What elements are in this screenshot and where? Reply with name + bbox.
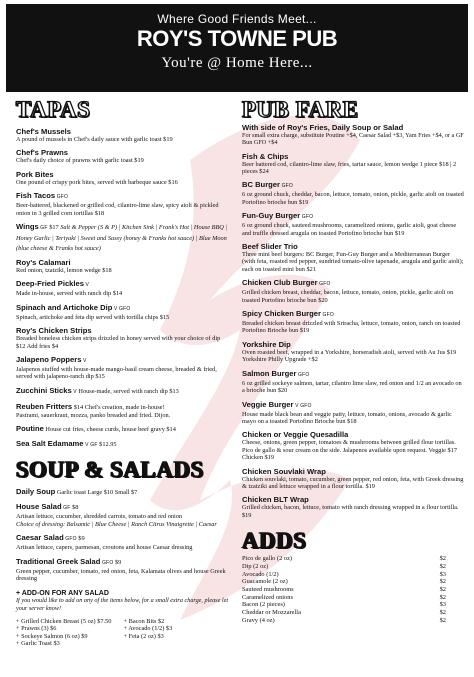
- menu-item: [242, 180, 464, 206]
- item-choice: Choice of dressing: Balsamic | Blue Cheese | Ranch Citrus Vinaigrette | Caesar: [16, 520, 217, 528]
- pub-fare-subhead: With side of Roy's Fries, Daily Soup or Salad: [242, 123, 404, 132]
- item-name-text: Traditional Greek Salad: [16, 556, 101, 566]
- item-name: [16, 402, 231, 412]
- adds-name: Dip (2 oz): [242, 562, 269, 570]
- addon-item: + Feta (2 oz) $3: [123, 632, 164, 640]
- item-desc: Chicken souvlaki, tomato, cucumber, green pepper, red onion, feta, with Greek dressing & tzatziki and lettuce wrapped in a flour tortilla. $19: [242, 475, 464, 490]
- item-desc: Artisan lettuce, cucumber, shredded carrots, tomato and red onion: [16, 513, 183, 521]
- addon-item: + Avocado (1/2) $3: [123, 625, 173, 633]
- diet-tag: GFO: [279, 183, 294, 190]
- adds-name: Avocado (1/2): [242, 570, 279, 578]
- pub-fare-note: For small extra charge, substitute Poutine +$4, Caesar Salad +$3, Yam Fries +$4, or a GF Bun GFO +$4: [242, 132, 464, 147]
- item-name: [242, 495, 464, 504]
- adds-price: $2: [439, 578, 446, 586]
- item-name: [16, 326, 231, 335]
- adds-price: $3: [439, 601, 446, 609]
- item-name: [16, 222, 231, 253]
- item-name: [242, 340, 464, 349]
- item-inline-desc: $8: [70, 504, 79, 512]
- item-name-text: Roy's Chicken Strips: [16, 326, 92, 336]
- item-desc: Grilled chicken breast, cheddar, bacon, lettuce, tomato, onion, pickle, garlic aioli on toasted Portofino brioche bun $20: [242, 289, 454, 304]
- item-inline-desc: Garlic toast Large $10 Small $7: [55, 489, 138, 497]
- adds-row: [242, 563, 464, 571]
- diet-tag: GFO: [317, 281, 331, 288]
- item-name-text: Yorkshire Dip: [242, 339, 291, 349]
- item-desc: 6 oz grilled sockeye salmon, tartar, cilantro lime slaw, red onion and 1/2 an avocado on a brioche bun $20: [242, 379, 462, 395]
- item-name: [16, 533, 231, 544]
- adds-title: ADDS: [242, 528, 307, 554]
- diet-tag: GFO: [320, 312, 334, 319]
- item-name-text: Sea Salt Edamame: [16, 439, 84, 449]
- menu-item: [242, 467, 464, 491]
- addons-right: [124, 618, 232, 648]
- item-name: [16, 258, 231, 267]
- adds-name: Caramelized onions: [242, 593, 293, 601]
- adds-name: Sauteed mushrooms: [242, 585, 294, 593]
- item-name-text: BC Burger: [242, 180, 280, 190]
- menu-item: [16, 148, 231, 164]
- item-name-text: Spinach and Artichoke Dip: [16, 302, 113, 312]
- menu-item: [242, 340, 464, 364]
- diet-tag: GFO: [296, 371, 310, 378]
- menu-item: [16, 127, 231, 143]
- menu-item: [16, 424, 231, 434]
- item-inline-desc: $12.95: [97, 441, 117, 449]
- menu-item: [16, 170, 231, 186]
- addon-item: + Grilled Chicken Breast (5 oz) $7.50: [16, 617, 112, 625]
- item-name-text: Chicken Club Burger: [242, 278, 318, 288]
- item-name-text: Chef's Prawns: [16, 148, 69, 158]
- item-name: [16, 355, 231, 366]
- adds-name: Pico de gallo (2 oz): [242, 555, 293, 563]
- item-desc: Spinach, artichoke and feta dip served with tortilla chips $15: [16, 313, 170, 321]
- diet-tag: V GF: [83, 442, 98, 449]
- addon-item: + Sockeye Salmon (6 oz) $9: [16, 632, 88, 640]
- menu-item: [242, 430, 464, 461]
- adds-row: [242, 571, 464, 579]
- diet-tag: V GFO: [112, 305, 131, 312]
- item-desc: Cheese, onions, green pepper, tomatoes & mushrooms between grilled flour tortillas. Pico de gallo & sour cream on the side. Jalapenos available upon request. Veggie $17 Chicken $19: [242, 439, 457, 462]
- menu-item: [16, 386, 231, 397]
- menu-item: [16, 191, 231, 217]
- item-desc: Three mini beef burgers: BC Burger, Fun-Guy Burger and a Mediterranean Burger (with feta, roasted red pepper, sundried tomato-olive tapenade, arugula and garlic aioli); each on toasted mini bun $21: [242, 251, 464, 273]
- item-desc: Breaded chicken breast drizzled with Sriracha, lettuce, tomato, onion, ranch on toasted Portofino Brioche bun $19: [242, 320, 461, 335]
- item-desc: 6 oz ground chuck, sauteed mushrooms, caramelized onions, garlic aioli, goat cheese and truffle dressed arugula on toasted Portofino brioche bun $19: [242, 222, 457, 237]
- menu-item: [16, 326, 231, 350]
- menu-item: [16, 502, 231, 528]
- diet-tag: V: [83, 282, 90, 289]
- adds-price: $2: [439, 562, 446, 570]
- item-name-text: Veggie Burger: [242, 399, 294, 409]
- item-inline-desc: $14 Chef's creation, made in-house!: [72, 403, 165, 411]
- item-desc: Beer-battered, blackened or grilled cod, cilantro-lime slaw, spicy aioli & pickled onion in 3 grilled corn tortillas $18: [16, 202, 219, 217]
- adds-name: Guacamole (2 oz): [242, 578, 288, 586]
- item-desc: Jalapenos stuffed with house-made mango-basil cream cheese, breaded & fried, served with jalapeno-ranch dip $15: [16, 366, 217, 381]
- item-name: [242, 400, 464, 411]
- adds-name: Gravy (4 oz): [242, 616, 275, 624]
- item-name-text: Chicken or Veggie Quesadilla: [242, 430, 349, 440]
- item-desc: 6 oz ground chuck, cheddar, bacon, lettuce, tomato, onion, pickle, garlic aioli on toasted Portofino brioche bun $19: [242, 191, 464, 206]
- diet-tag: GFO: [55, 194, 69, 201]
- adds-price: $2: [439, 616, 446, 624]
- soup-salad-list: [16, 487, 231, 582]
- menu-item: [242, 278, 464, 304]
- item-name: [242, 180, 464, 191]
- menu-item: [242, 400, 464, 426]
- diet-tag: GFO: [100, 559, 114, 566]
- item-desc: Breaded boneless chicken strips drizzled in honey served with your choice of dip $12 Add fries $4: [16, 335, 221, 350]
- item-name: [242, 242, 464, 251]
- adds-row: [242, 578, 464, 586]
- item-desc: Red onion, tzatziki, lemon wedge $18: [16, 267, 112, 275]
- addon-item: + Garlic Toast $3: [16, 639, 60, 647]
- item-name: [16, 127, 231, 136]
- item-name: [16, 424, 231, 434]
- menu-item: [16, 557, 231, 583]
- item-name-text: Fish & Chips: [242, 151, 289, 161]
- menu-item: [242, 495, 464, 519]
- item-name: [242, 369, 464, 380]
- menu-item: [16, 355, 231, 381]
- adds-row: [242, 617, 464, 625]
- item-name: [16, 386, 231, 397]
- addon-item: + Bacon Bits $2: [123, 617, 165, 625]
- header-subtitle: You're @ Home Here...: [161, 55, 313, 71]
- item-name: [16, 303, 231, 314]
- tapas-title: TAPAS: [16, 97, 91, 122]
- item-name: [16, 148, 231, 157]
- item-name-text: Chef's Mussels: [16, 127, 71, 136]
- item-name: [242, 467, 464, 476]
- item-name: [16, 170, 231, 179]
- item-name-text: Zucchini Sticks: [16, 385, 72, 395]
- pub-fare-list: [242, 152, 464, 520]
- item-name-text: Fun-Guy Burger: [242, 211, 301, 221]
- pub-fare-title: PUB FARE: [242, 97, 359, 122]
- item-name: [16, 487, 231, 497]
- item-desc: One pound of crispy pork bites, served with barbeque sauce $16: [16, 178, 178, 186]
- adds-price: $3: [439, 570, 446, 578]
- item-name-text: Wings: [16, 222, 39, 232]
- addons-left: [16, 618, 124, 648]
- menu-item: [16, 402, 231, 419]
- item-inline-desc: House-made, served with ranch dip $13: [76, 387, 179, 395]
- addon-item: + Prawns (3) $6: [16, 625, 57, 633]
- menu-item: [16, 303, 231, 321]
- item-inline-desc: $9: [113, 558, 122, 566]
- adds-name: Bacon (2 pieces): [242, 601, 285, 609]
- adds-price: $2: [439, 609, 446, 617]
- item-name: [16, 502, 231, 513]
- adds-row: [242, 601, 464, 609]
- item-name-text: Poutine: [16, 424, 44, 434]
- item-name: [242, 430, 464, 439]
- item-name: [16, 557, 231, 568]
- diet-tag: GF: [38, 225, 48, 232]
- adds-row: [242, 609, 464, 617]
- item-inline-desc: $9: [76, 535, 85, 543]
- item-desc: Grilled chicken, bacon, lettuce, tomato with ranch dressing wrapped in a flour tortilla. $19: [242, 504, 459, 519]
- item-name-text: Spicy Chicken Burger: [242, 309, 321, 319]
- menu-item: [242, 309, 464, 335]
- menu-item: [16, 279, 231, 297]
- item-desc: Artisan lettuce, capers, parmesan, croutons and house Caesar dressing: [16, 544, 193, 552]
- item-desc: Green pepper, cucumber, tomato, red onion, feta, Kalamata olives and house Greek dressing: [16, 567, 226, 582]
- item-name: [16, 439, 231, 450]
- diet-tag: GFO: [63, 536, 77, 543]
- diet-tag: V GFO: [293, 402, 312, 409]
- menu-item: [16, 487, 231, 497]
- item-desc: Beer battered cod, cilantro-lime slaw, fries, tartar sauce, lemon wedge 1 piece $18 | 2 pieces $24: [242, 160, 457, 175]
- item-name: [242, 152, 464, 161]
- item-name: [242, 309, 464, 320]
- item-name-text: Fish Tacos: [16, 191, 56, 201]
- diet-tag: V: [71, 388, 77, 395]
- item-name-text: Deep-Fried Pickles: [16, 279, 84, 289]
- item-name-text: House Salad: [16, 502, 62, 512]
- addon-title: + ADD-ON FOR ANY SALAD: [16, 590, 109, 598]
- header-tagline: Where Good Friends Meet...: [157, 12, 317, 26]
- adds-list: [242, 555, 464, 624]
- item-name-text: Beef Slider Trio: [242, 242, 298, 252]
- item-price: $17: [47, 224, 61, 232]
- adds-row: [242, 555, 464, 563]
- menu-item: [16, 222, 231, 253]
- item-name-text: Pork Bites: [16, 169, 54, 179]
- diet-tag: GF: [61, 505, 71, 512]
- item-desc: Pastrami, sauerkraut, mozza, panko breaded and fried. Dijon.: [16, 411, 171, 419]
- item-name-text: Chicken Souvlaki Wrap: [242, 466, 326, 476]
- item-name-text: Chicken BLT Wrap: [242, 495, 309, 505]
- adds-price: $2: [439, 585, 446, 593]
- menu-item: [16, 258, 231, 274]
- item-name: [16, 279, 231, 290]
- item-desc: Chef's daily choice of prawns with garlic toast $19: [16, 157, 144, 165]
- item-name-text: Jalapeno Poppers: [16, 355, 82, 365]
- restaurant-name: ROY'S TOWNE PUB: [136, 26, 338, 51]
- addon-grid: [16, 618, 231, 648]
- adds-row: [242, 594, 464, 602]
- item-name: [242, 278, 464, 289]
- adds-price: $2: [439, 593, 446, 601]
- menu-item: [16, 533, 231, 551]
- item-desc: Oven roasted beef, wrapped in a Yorkshire, horseradish aioli, served with Au Jus $19 Yorkshire Philly Upgrade +$2: [242, 348, 457, 364]
- diet-tag: GFO: [300, 214, 314, 221]
- item-desc: A pound of mussels in Chef's daily sauce with garlic toast $19: [16, 136, 173, 143]
- item-name-text: Caesar Salad: [16, 533, 64, 543]
- menu-item: [242, 242, 464, 273]
- diet-tag: V: [81, 358, 87, 365]
- menu-item: [242, 369, 464, 395]
- item-name: [16, 191, 231, 202]
- tapas-list: [16, 127, 231, 450]
- item-name: [242, 211, 464, 222]
- item-name-text: Daily Soup: [16, 487, 56, 497]
- item-desc: Made in-house, served with ranch dip $14: [16, 290, 123, 298]
- item-flavors: Salt & Pepper (S & P) | Kitchen Sink | Frank's Hot | House BBQ | Honey Garlic | Teriyaki | Sweet and Sassy (honey & Franks hot sauce) | Blue Moon (blue cheese & Franks hot sauce): [16, 224, 228, 253]
- item-inline-desc: House cut fries, cheese curds, house beef gravy $14: [43, 426, 176, 434]
- left-column: [16, 98, 231, 647]
- item-desc: House made black bean and veggie patty, lettuce, tomato, onions, avocado & garlic mayo on a toasted Portofino Brioche bun $18: [242, 410, 452, 425]
- adds-row: [242, 586, 464, 594]
- menu-item: [16, 439, 231, 450]
- adds-name: Cheddar or Mozzarella: [242, 609, 301, 617]
- menu-item: [242, 211, 464, 237]
- menu-item: [242, 152, 464, 176]
- header-banner: [6, 4, 468, 92]
- item-name-text: Salmon Burger: [242, 368, 297, 378]
- addon-note: If you would like to add on any of the items below, for a small extra charge, please let your server know!: [16, 597, 229, 612]
- soup-salads-title: SOUP & SALADS: [16, 457, 204, 483]
- right-column: [242, 98, 464, 624]
- item-name-text: Reuben Fritters: [16, 401, 73, 411]
- adds-price: $2: [439, 555, 446, 563]
- item-name-text: Roy's Calamari: [16, 258, 71, 268]
